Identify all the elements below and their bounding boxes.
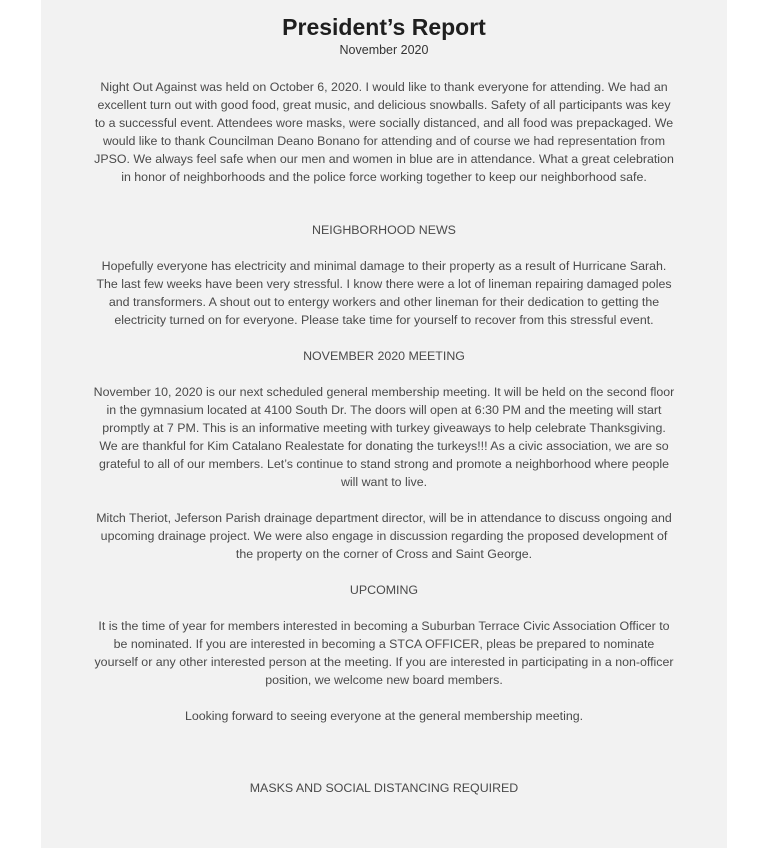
november-meeting-paragraph-1: November 10, 2020 is our next scheduled general membership meeting. It will be held on the second floor in the gymnasium located at 4100 South Dr. The doors will open at 6:30 PM and the meeting will start promptly at 7 PM. This is an informative meeting with turkey giveaways to help celebrate Thanksgiving. We are thankful for Kim Catalano Realestate for donating the turkeys!!! As a civic association, we are so grateful to all of our members. Let’s continue to stand strong and promote a neighborhood where people will want to live.	[93, 385, 675, 489]
neighborhood-news-paragraph: Hopefully everyone has electricity and minimal damage to their property as a result of Hurricane Sarah. The last few weeks have been very stressful. I know there were a lot of lineman repairing damaged poles and transformers. A shout out to entergy workers and other lineman for their dedication to getting the electricity turned on for everyone. Please take time for yourself to recover from this stressful event.	[96, 259, 672, 327]
section-heading-upcoming: UPCOMING	[349, 583, 419, 597]
report-page	[41, 0, 727, 848]
upcoming-paragraph-1: It is the time of year for members interested in becoming a Suburban Terrace Civic Association Officer to be nominated. If you are interested in becoming a STCA OFFICER, pleas be prepared to nominate yourself or any other interested person at the meeting. If you are interested in participating in a non-officer position, we welcome new board members.	[94, 619, 674, 687]
section-heading-neighborhood-news: NEIGHBORHOOD NEWS	[312, 223, 456, 237]
intro-paragraph: Night Out Against was held on October 6, 2020. I would like to thank everyone for attending. We had an excellent turn out with good food, great music, and delicious snowballs. Safety of all participants was key to a successful event. Attendees wore masks, were socially distanced, and all food was prepackaged. We would like to thank Councilman Deano Bonano for attending and of course we had representation from JPSO. We always feel safe when our men and women in blue are in attendance. What a great celebration in honor of neighborhoods and the police force working together to keep our neighborhood safe.	[94, 80, 674, 184]
upcoming-paragraph-2: Looking forward to seeing everyone at the general membership meeting.	[184, 709, 584, 723]
report-date: November 2020	[339, 43, 429, 57]
section-heading-november-meeting: NOVEMBER 2020 MEETING	[303, 349, 465, 363]
footer-notice: MASKS AND SOCIAL DISTANCING REQUIRED	[249, 781, 519, 795]
november-meeting-paragraph-2: Mitch Theriot, Jeferson Parish drainage department director, will be in attendance to discuss ongoing and upcoming drainage project. We were also engage in discussion regarding the proposed development of the property on the corner of Cross and Saint George.	[96, 511, 672, 561]
report-title: President’s Report	[282, 14, 486, 40]
